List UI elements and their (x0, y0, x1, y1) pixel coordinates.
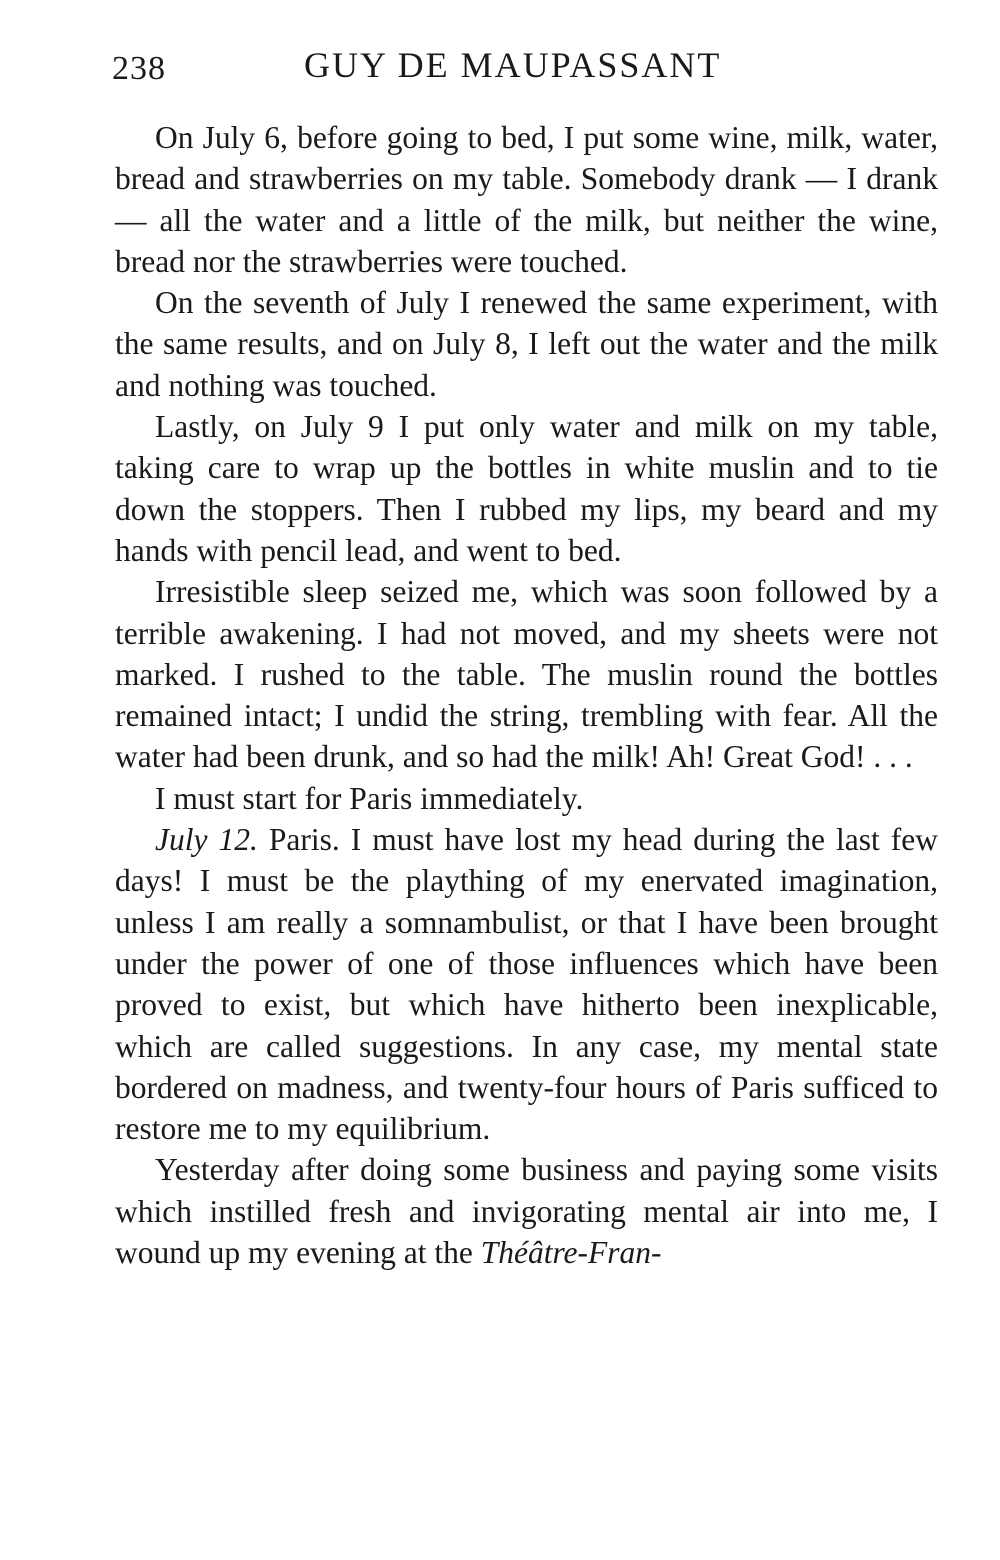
paragraph-7 (115, 1149, 938, 1273)
paragraph-6-text: Paris. I must have lost my head during the last few days! I must be the plaything of my enervated imagination, unless I am really a somnambulist, or that I have been brought under the power of one of those influences which have been proved to exist, but which have hitherto been inexplicable, which are called suggestions. In any case, my mental state bordered on madness, and twenty-four hours of Paris sufficed to restore me to my equilibrium. (115, 822, 938, 1147)
paragraph-6 (115, 819, 938, 1149)
journal-date: July 12. (155, 822, 258, 858)
running-head: GUY DE MAUPASSANT (304, 45, 722, 85)
page-header (112, 44, 940, 94)
paragraph-4: Irresistible sleep seized me, which was soon followed by a terrible awakening. I had not moved, and my sheets were not marked. I rushed to the table. The muslin round the bottles remained intact; I undid the string, trembling with fear. All the water had been drunk, and so had the milk! Ah! Great God! . . . (115, 574, 938, 775)
paragraph-5: I must start for Paris immediately. (155, 780, 584, 816)
paragraph-7-text: Yesterday after doing some business and paying some visits which instilled fresh and invigorating mental air into me, I wound up my evening at the (115, 1152, 938, 1271)
paragraph-2: On the seventh of July I renewed the same experiment, with the same results, and on July 8, I left out the water and the milk and nothing was touched. (115, 285, 938, 403)
body-text (115, 117, 938, 1273)
theatre-name: Théâtre-Fran- (480, 1235, 662, 1271)
paragraph-1: On July 6, before going to bed, I put some wine, milk, water, bread and strawberries on my table. Somebody drank — I drank — all the water and a little of the milk, but neither the wine, bread nor the strawberries were touched. (115, 120, 938, 279)
paragraph-3: Lastly, on July 9 I put only water and milk on my table, taking care to wrap up the bottles in white muslin and to tie down the stoppers. Then I rubbed my lips, my beard and my hands with pencil lead, and went to bed. (115, 409, 938, 568)
page-number: 238 (112, 50, 166, 87)
